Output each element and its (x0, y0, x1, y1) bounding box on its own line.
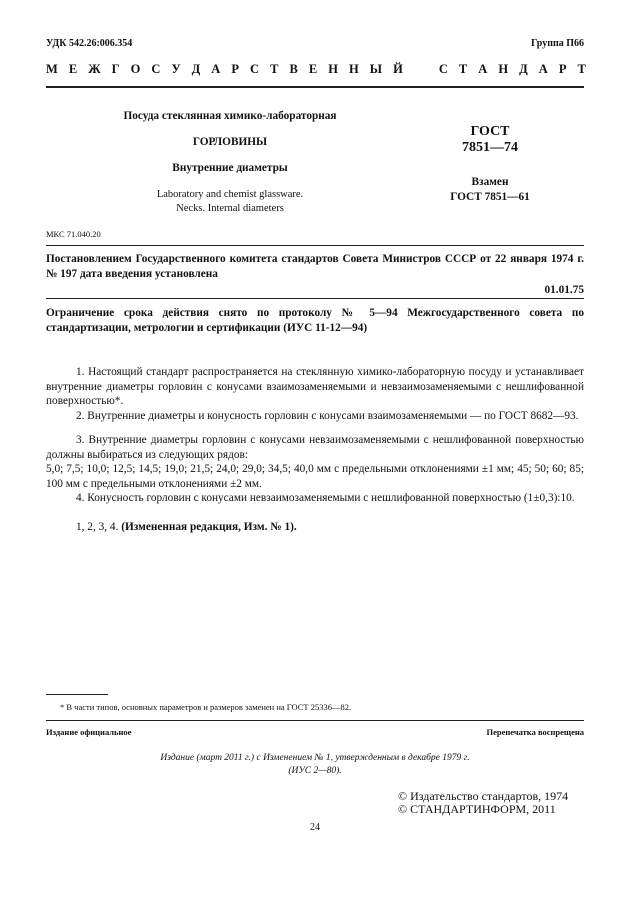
paragraph-2: 2. Внутренние диаметры и конусность горловин с конусами взаимозаменяемыми — по ГОСТ 8682—93. (76, 410, 579, 422)
title-line-2: ГОРЛОВИНЫ (192, 136, 268, 148)
edition-info-1: Издание (март 2011 г.) с Изменением № 1, утвержденным в декабре 1979 г. (160, 753, 470, 763)
banner-letter: С (438, 62, 448, 76)
banner-letter: Т (458, 62, 468, 76)
banner-letter: Д (519, 62, 528, 76)
footnote-text: * В части типов, основных параметров и размеров заменен на ГОСТ 25336—82. (60, 702, 352, 712)
decree-text: Постановлением Государственного комитета стандартов Совета Министров СССР от 22 января 1974 г. № 197 дата введения установлена (46, 253, 584, 280)
gost-number: 7851—74 (462, 140, 518, 155)
banner-letter: Й (393, 62, 403, 76)
paragraph-3: 3. Внутренние диаметры горловин с конусами невзаимозаменяемыми с нешлифованной поверхностью должны выбираться из следующих рядов: (46, 434, 584, 461)
edition-info-2: (ИУС 2—80). (288, 766, 342, 776)
banner-letter: В (289, 62, 298, 76)
header-rule (46, 86, 584, 88)
banner-letter: Е (68, 62, 78, 76)
copyright-1: © Издательство стандартов, 1974 (398, 789, 569, 803)
gost-label: ГОСТ (470, 124, 510, 139)
mks-code: МКС 71.040.20 (46, 229, 101, 239)
banner-letter: Д (191, 62, 201, 76)
banner-letter: Ж (88, 62, 101, 76)
footer-rule (46, 720, 584, 721)
paragraph-1: 1. Настоящий стандарт распространяется на стеклянную химико-лабораторную посуду и устанавливает внутренние диаметры горловин с конусами взаимозаменяемыми и невзаимозаменяемыми с нешлифованной поверхностью*. (46, 366, 584, 408)
banner-letter: С (250, 62, 260, 76)
banner-letter: С (151, 62, 161, 76)
banner-letter: А (538, 62, 548, 76)
banner-letter: Н (498, 62, 509, 76)
official-edition: Издание официальное (46, 727, 132, 737)
title-line-3: Внутренние диаметры (172, 162, 288, 174)
introduction-date: 01.01.75 (544, 284, 584, 296)
banner-letter: Р (231, 62, 239, 76)
limit-text: Ограничение срока действия снято по протоколу № 5—94 Межгосударственного совета по стандартизации, метрологии и сертификации (ИУС 11-12—94) (46, 307, 584, 334)
banner-letter: Н (348, 62, 359, 76)
paragraph-5 (46, 520, 584, 535)
footnote-rule (46, 694, 108, 695)
paragraph-4: 4. Конусность горловин с конусами невзаимозаменяемыми с нешлифованной поверхностью (1±0,3):10. (76, 492, 575, 504)
amendment-sections: 1, 2, 3, 4. (76, 521, 119, 533)
banner-letter: Е (308, 62, 318, 76)
banner-letter: Т (577, 62, 586, 76)
banner-letter: Т (270, 62, 279, 76)
banner-letter: А (478, 62, 488, 76)
title-line-1: Посуда стеклянная химико-лабораторная (123, 110, 337, 122)
banner-letter: У (171, 62, 181, 76)
date-rule (46, 298, 584, 299)
replace-number: ГОСТ 7851—61 (450, 191, 530, 203)
title-english-1: Laboratory and chemist glassware. (156, 189, 304, 200)
banner-letter: Г (111, 62, 120, 76)
banner-letter: Ы (369, 62, 383, 76)
group-code: Группа П66 (531, 38, 584, 49)
copyright-2: © СТАНДАРТИНФОРМ, 2011 (398, 802, 556, 816)
standard-banner (46, 62, 586, 78)
banner-letter: А (211, 62, 221, 76)
banner-letter: Р (558, 62, 567, 76)
banner-letter: М (46, 62, 58, 76)
reprint-prohibited: Перепечатка воспрещена (486, 727, 584, 737)
banner-letter: О (130, 62, 141, 76)
banner-gap (414, 62, 428, 78)
amendment-note: (Измененная редакция, Изм. № 1). (121, 521, 297, 533)
udk-code: УДК 542.26:006.354 (46, 38, 133, 49)
title-english-2: Necks. Internal diameters (176, 203, 284, 214)
banner-letter: Н (328, 62, 338, 76)
replace-label: Взамен (471, 176, 509, 188)
paragraph-3-series: 5,0; 7,5; 10,0; 12,5; 14,5; 19,0; 21,5; 24,0; 29,0; 34,5; 40,0 мм с предельными отклонениями ±1 мм; 45; 50; 60; 85; 100 мм с предельными отклонениями ±2 мм. (46, 463, 584, 490)
page-number: 24 (310, 822, 320, 833)
mks-rule (46, 245, 584, 246)
